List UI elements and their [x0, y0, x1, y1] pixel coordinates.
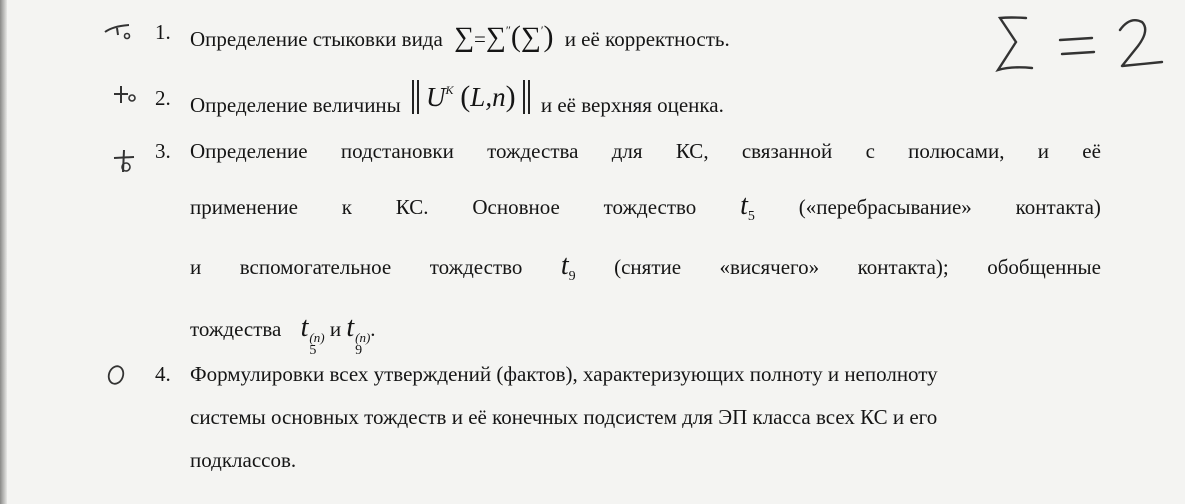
item-1-text-before: Определение стыковки вида [190, 27, 443, 51]
item-1-line [190, 20, 730, 54]
item-number-2: 2. [155, 86, 171, 110]
item-2-line [190, 80, 724, 120]
t9-symbol: $t_9$ [560, 250, 576, 284]
item-number-3: 3. [155, 139, 171, 163]
item-number-1: 1. [155, 20, 171, 44]
t5n-symbol: t (n) 5 [300, 312, 325, 358]
item-2-text-before: Определение величины [190, 93, 401, 117]
handwritten-mark-3 [112, 148, 142, 181]
scan-edge-shadow [0, 0, 7, 504]
handwritten-mark-1 [103, 22, 133, 49]
handwritten-sum-note [990, 12, 1170, 83]
item-3-line-4: тождества t (n) 5 и t (n) 9 . [190, 312, 376, 358]
item-4-line-1: Формулировки всех утверждений (фактов), характеризующих полноту и неполноту [190, 362, 938, 386]
item-2-text-after: и её верхняя оценка. [540, 93, 724, 117]
item-number-4: 4. [155, 362, 171, 386]
t9n-symbol: t (n) 9 [346, 312, 371, 358]
item-4-line-3: подклассов. [190, 448, 297, 472]
t5-symbol: $t_5$ [740, 190, 755, 224]
handwritten-mark-4 [103, 362, 129, 393]
item-2-formula: $U^K$ (L,n) [412, 80, 530, 114]
item-3-line-3: и вспомогательное тождество $t_9$ (снятие «висячего» контакта); обобщенные [190, 250, 1101, 284]
item-1-text-after: и её корректность. [564, 27, 730, 51]
item-4-line-2: системы основных тождеств и её конечных подсистем для ЭП класса всех КС и его [190, 405, 938, 429]
item-3-line-1: Определение подстановки тождества для КС, связанной с полюсами, и её [190, 139, 1101, 163]
item-1-formula: ∑=∑″(∑′) [454, 20, 554, 53]
item-3-line-2: применение к КС. Основное тождество $t_5$ («перебрасывание» контакта) [190, 190, 1101, 224]
handwritten-mark-2 [112, 84, 142, 113]
